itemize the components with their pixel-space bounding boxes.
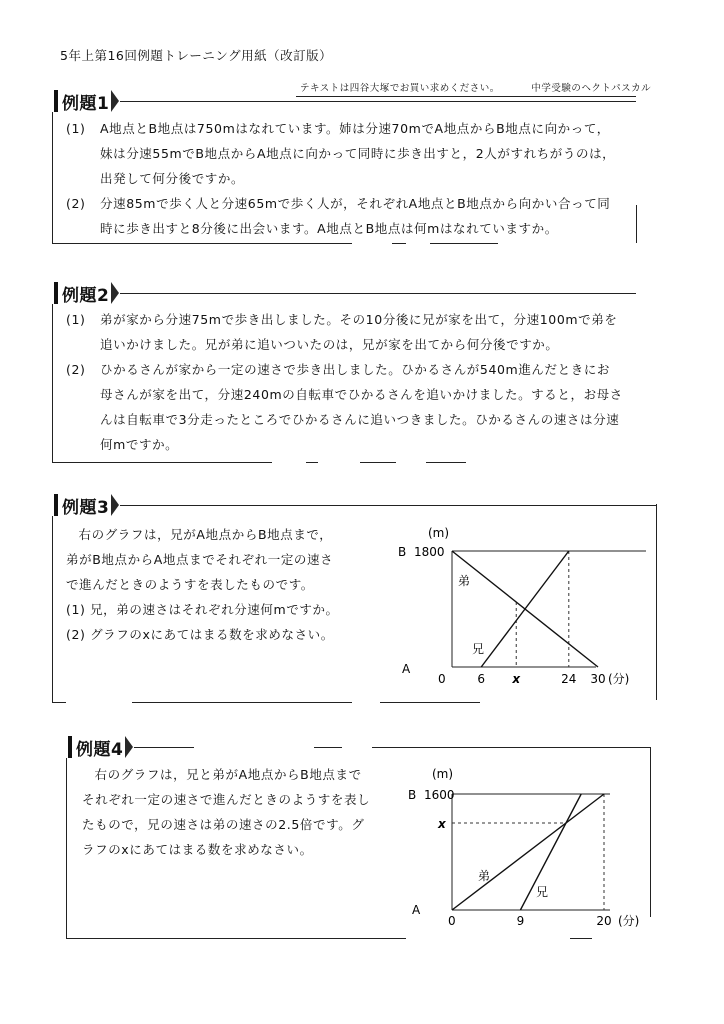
y-max-label: 1600 [424,788,455,802]
series-label-弟: 弟 [458,574,471,588]
example-2-title: 例題2 [62,285,110,306]
x-tick-label: 9 [516,914,525,928]
example-3-label [54,494,119,516]
ex1-border-right [636,205,637,243]
q-line: 追いかけました。兄が弟に追いついたのは，兄が家を出てから何分後ですか。 [100,337,559,352]
y-bottom-label-A: A [402,662,411,676]
y-unit-label: (m) [432,767,454,781]
x-tick-label: 30 [590,672,606,686]
q-line: 出発して何分後ですか。 [100,171,245,186]
ex2-border-left [52,304,53,462]
ex3-border-top [120,505,656,506]
q-line: 妹は分速55mでB地点からA地点に向かって同時に歩き出すと，2人がすれちがうのは， [100,146,616,161]
ex1-border-top [120,101,636,102]
page-title: 5年上第16回例題トレーニング用紙（改訂版） [60,48,333,63]
example-3-graph [390,515,655,695]
ex4-border-bottom-b [570,938,592,939]
brand-name: 中学受験のヘクトパスカル [531,83,652,94]
ex4-border-bottom [66,938,406,939]
x-unit-label: (分) [608,672,630,686]
ex3-border-bottom-c [380,702,480,703]
label-arrow-icon [111,282,119,304]
ex1-border-left [52,112,53,244]
x-tick-label: 24 [561,672,577,686]
q-line: 弟が家から分速75mで歩き出しました。その10分後に兄が家を出て，分速100mで弟を [100,312,618,327]
y-unit-label: (m) [428,526,450,540]
ex3-border-bottom-b [132,702,352,703]
intro-line: たもので，兄の速さは弟の速さの2.5倍です。グ [82,817,365,832]
example-2-q1 [66,307,636,357]
x-tick-label: 20 [596,914,612,928]
example-1-q1 [66,116,636,191]
y-bottom-label-A: A [412,903,421,917]
series-label-兄: 兄 [536,885,549,899]
q-line: んは自転車で3分走ったところでひかるさんに追いつきました。ひかるさんの速さは分速 [100,412,620,427]
q-number: (1) [66,121,86,136]
label-arrow-icon [125,736,133,758]
y-mark-label: x [438,817,446,831]
label-bar [54,282,58,304]
ex1-border-bottom-b [392,243,406,244]
intro-line: 右のグラフは，兄と弟がA地点からB地点まで [94,767,362,782]
ex2-border-bottom-c [360,462,396,463]
label-bar [54,494,58,516]
q-number: (2) [66,196,86,211]
q-line: 分速85mで歩く人と分速65mで歩く人が，それぞれA地点とB地点から向かい合って同 [100,196,611,211]
ex2-border-bottom [52,462,272,463]
ex4-border-left [66,758,67,938]
ex4-border-right [650,747,651,917]
intro-line: それぞれ一定の速さで進んだときのようすを表し [82,792,371,807]
example-4-label [68,736,133,758]
intro-line: で進んだときのようすを表したものです。 [66,577,314,592]
q-line: A地点とB地点は750mはなれています。姉は分速70mでA地点からB地点に向かって， [100,121,610,136]
ex4-border-top-c [372,747,650,748]
example-3-q2: (2) グラフのxにあてはまる数を求めなさい。 [66,627,334,642]
example-3-intro [66,522,386,597]
example-2-q2 [66,357,636,457]
label-arrow-icon [111,90,119,112]
header-note [300,80,651,94]
example-3-body [66,522,386,647]
series-line-弟 [452,794,604,910]
example-3-title: 例題3 [62,497,110,518]
example-4-graph [400,758,650,934]
ex1-border-bottom [52,243,352,244]
example-1-title: 例題1 [62,93,110,114]
label-bar [54,90,58,112]
series-line-兄 [520,794,581,910]
ex2-border-bottom-d [426,462,466,463]
example-2-label [54,282,119,304]
example-4-body [82,762,392,862]
ex4-border-top-b [314,747,342,748]
intro-line: ラフのxにあてはまる数を求めなさい。 [82,842,313,857]
header-rule [296,96,636,97]
q-line: ひかるさんが家から一定の速さで歩き出しました。ひかるさんが540m進んだときにお [100,362,611,377]
purchase-note: テキストは四谷大塚でお買い求めください。 [300,83,500,94]
example-1-q2 [66,191,636,241]
ex2-border-top [120,293,636,294]
series-label-兄: 兄 [472,642,485,656]
origin-label: 0 [438,672,446,686]
y-top-label-B: B [408,788,417,802]
q-line: 母さんが家を出て，分速240mの自転車でひかるさんを追いかけました。すると，お母さ [100,387,623,402]
label-arrow-icon [111,494,119,516]
example-4-title: 例題4 [76,739,124,760]
series-label-弟: 弟 [478,869,491,883]
intro-line: 右のグラフは，兄がA地点からB地点まで， [78,527,333,542]
q-number: (2) [66,362,86,377]
x-tick-label: x [512,672,521,686]
x-unit-label: (分) [618,914,640,928]
x-tick-label: 6 [477,672,486,686]
example-1-label [54,90,119,112]
ex2-border-bottom-b [306,462,318,463]
label-bar [68,736,72,758]
y-max-label: 1800 [414,545,445,559]
example-1-body [66,116,636,241]
origin-label: 0 [448,914,456,928]
ex3-border-right [656,504,657,700]
example-2-body [66,307,636,457]
q-line: 何mですか。 [100,437,179,452]
ex4-border-top [134,747,194,748]
q-number: (1) [66,312,86,327]
ex1-border-bottom-c [430,243,498,244]
ex3-border-bottom [52,702,66,703]
intro-line: 弟がB地点からA地点までそれぞれ一定の速さ [66,552,334,567]
y-top-label-B: B [398,545,407,559]
q-line: 時に歩き出すと8分後に出会います。A地点とB地点は何mはなれていますか。 [100,221,558,236]
example-3-q1: (1) 兄，弟の速さはそれぞれ分速何mですか。 [66,602,339,617]
ex3-border-left [52,516,53,702]
